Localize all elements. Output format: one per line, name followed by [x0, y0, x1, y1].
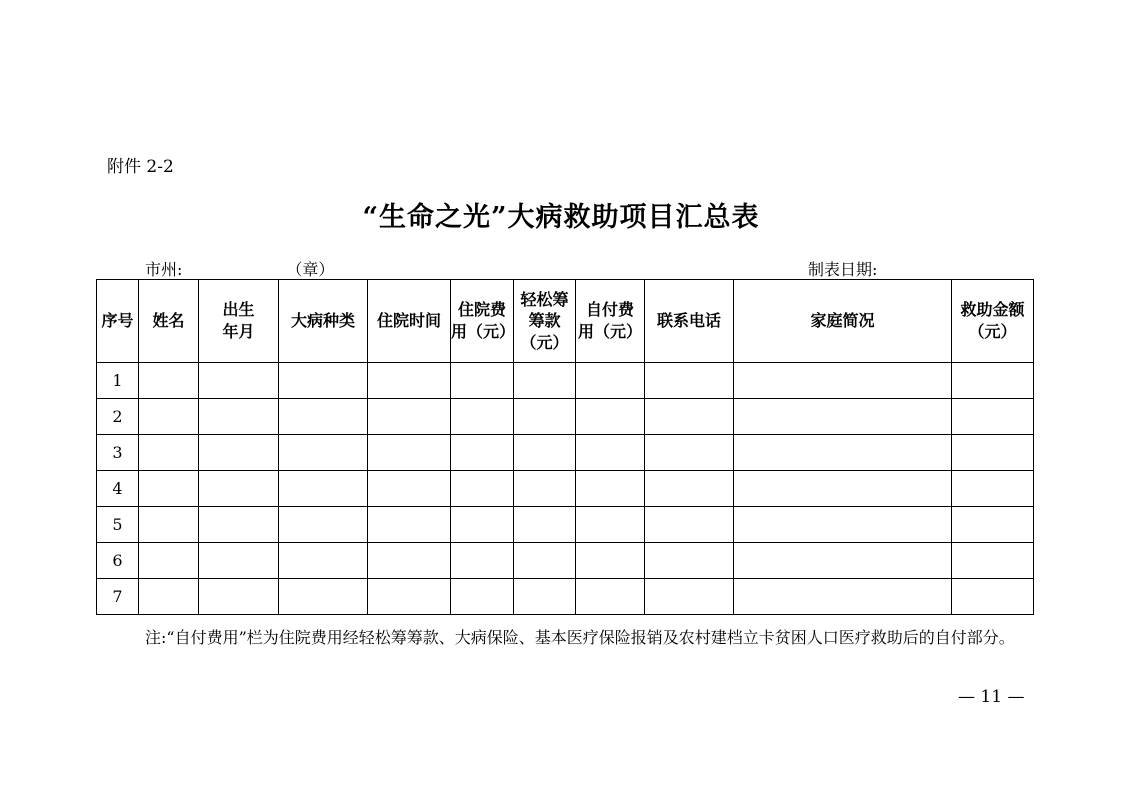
table-cell[interactable]	[952, 471, 1034, 507]
table-cell[interactable]	[279, 363, 368, 399]
header-disease: 大病种类	[279, 280, 368, 363]
table-cell[interactable]	[734, 579, 952, 615]
table-row	[97, 543, 1034, 579]
table-cell[interactable]	[199, 543, 279, 579]
table-cell[interactable]	[368, 579, 451, 615]
table-cell[interactable]	[199, 399, 279, 435]
table-row	[97, 435, 1034, 471]
table-cell[interactable]	[199, 579, 279, 615]
header-name: 姓名	[139, 280, 199, 363]
table-row	[97, 363, 1034, 399]
table-cell[interactable]	[514, 507, 576, 543]
table-cell[interactable]	[368, 435, 451, 471]
table-cell[interactable]	[279, 507, 368, 543]
table-cell[interactable]	[576, 471, 645, 507]
table-cell[interactable]	[734, 399, 952, 435]
row-number: 5	[97, 507, 139, 543]
table-cell[interactable]	[576, 507, 645, 543]
table-cell[interactable]	[368, 543, 451, 579]
table-cell[interactable]	[451, 363, 514, 399]
table-cell[interactable]	[139, 435, 199, 471]
table-cell[interactable]	[645, 363, 734, 399]
table-cell[interactable]	[451, 543, 514, 579]
table-cell[interactable]	[952, 363, 1034, 399]
table-cell[interactable]	[645, 579, 734, 615]
table-cell[interactable]	[451, 435, 514, 471]
city-label: 市州:	[145, 260, 183, 279]
table-cell[interactable]	[139, 399, 199, 435]
header-hospital-cost: 住院费 用（元）	[451, 280, 514, 363]
table-cell[interactable]	[514, 471, 576, 507]
table-cell[interactable]	[279, 399, 368, 435]
table-cell[interactable]	[952, 507, 1034, 543]
table-cell[interactable]	[139, 471, 199, 507]
row-number: 2	[97, 399, 139, 435]
table-row	[97, 471, 1034, 507]
stamp-label: （章）	[286, 260, 335, 279]
table-cell[interactable]	[199, 471, 279, 507]
header-self-pay: 自付费 用（元）	[576, 280, 645, 363]
table-cell[interactable]	[645, 399, 734, 435]
table-body	[97, 363, 1034, 615]
table-cell[interactable]	[576, 435, 645, 471]
table-cell[interactable]	[368, 363, 451, 399]
table-cell[interactable]	[645, 543, 734, 579]
header-phone: 联系电话	[645, 280, 734, 363]
row-number: 6	[97, 543, 139, 579]
table-cell[interactable]	[645, 471, 734, 507]
table-cell[interactable]	[734, 435, 952, 471]
table-cell[interactable]	[279, 435, 368, 471]
document-title: “生命之光”大病救助项目汇总表	[362, 202, 760, 233]
table-cell[interactable]	[952, 543, 1034, 579]
table-cell[interactable]	[952, 399, 1034, 435]
table-cell[interactable]	[952, 435, 1034, 471]
table-row	[97, 507, 1034, 543]
table-cell[interactable]	[451, 399, 514, 435]
header-row	[97, 280, 1034, 363]
table-cell[interactable]	[279, 579, 368, 615]
table-cell[interactable]	[279, 471, 368, 507]
header-birth: 出生 年月	[199, 280, 279, 363]
table-cell[interactable]	[451, 579, 514, 615]
table-row	[97, 579, 1034, 615]
table-cell[interactable]	[368, 399, 451, 435]
header-hospital-time: 住院时间	[368, 280, 451, 363]
table-cell[interactable]	[514, 363, 576, 399]
table-cell[interactable]	[451, 507, 514, 543]
table-cell[interactable]	[199, 435, 279, 471]
table-cell[interactable]	[139, 579, 199, 615]
table-cell[interactable]	[368, 507, 451, 543]
header-aid-amount: 救助金额 （元）	[952, 280, 1034, 363]
table-cell[interactable]	[514, 543, 576, 579]
header-family: 家庭简况	[734, 280, 952, 363]
table-cell[interactable]	[952, 579, 1034, 615]
table-cell[interactable]	[734, 507, 952, 543]
table-cell[interactable]	[576, 579, 645, 615]
table-cell[interactable]	[734, 543, 952, 579]
meta-city	[145, 257, 334, 280]
table-cell[interactable]	[576, 399, 645, 435]
table-row	[97, 399, 1034, 435]
table-cell[interactable]	[514, 435, 576, 471]
table-cell[interactable]	[139, 363, 199, 399]
table-cell[interactable]	[514, 399, 576, 435]
date-label: 制表日期:	[808, 260, 878, 279]
footnote: 注:“自付费用”栏为住院费用经轻松筹筹款、大病保险、基本医疗保险报销及农村建档立卡贫困人口医疗救助后的自付部分。	[145, 628, 1015, 647]
table-cell[interactable]	[645, 507, 734, 543]
attachment-label: 附件 2-2	[107, 157, 174, 177]
header-seq: 序号	[97, 280, 139, 363]
table-cell[interactable]	[645, 435, 734, 471]
table-cell[interactable]	[139, 543, 199, 579]
table-cell[interactable]	[199, 507, 279, 543]
header-light-fund: 轻松筹 筹款 （元）	[514, 280, 576, 363]
table-cell[interactable]	[199, 363, 279, 399]
table-cell[interactable]	[139, 507, 199, 543]
summary-table	[96, 279, 1034, 615]
table-cell[interactable]	[734, 471, 952, 507]
row-number: 7	[97, 579, 139, 615]
table-cell[interactable]	[368, 471, 451, 507]
table-cell[interactable]	[514, 579, 576, 615]
table-cell[interactable]	[451, 471, 514, 507]
table-cell[interactable]	[279, 543, 368, 579]
row-number: 3	[97, 435, 139, 471]
table-cell[interactable]	[576, 543, 645, 579]
table-cell[interactable]	[734, 363, 952, 399]
row-number: 1	[97, 363, 139, 399]
row-number: 4	[97, 471, 139, 507]
table-cell[interactable]	[576, 363, 645, 399]
page-number: — 11 —	[958, 687, 1025, 707]
